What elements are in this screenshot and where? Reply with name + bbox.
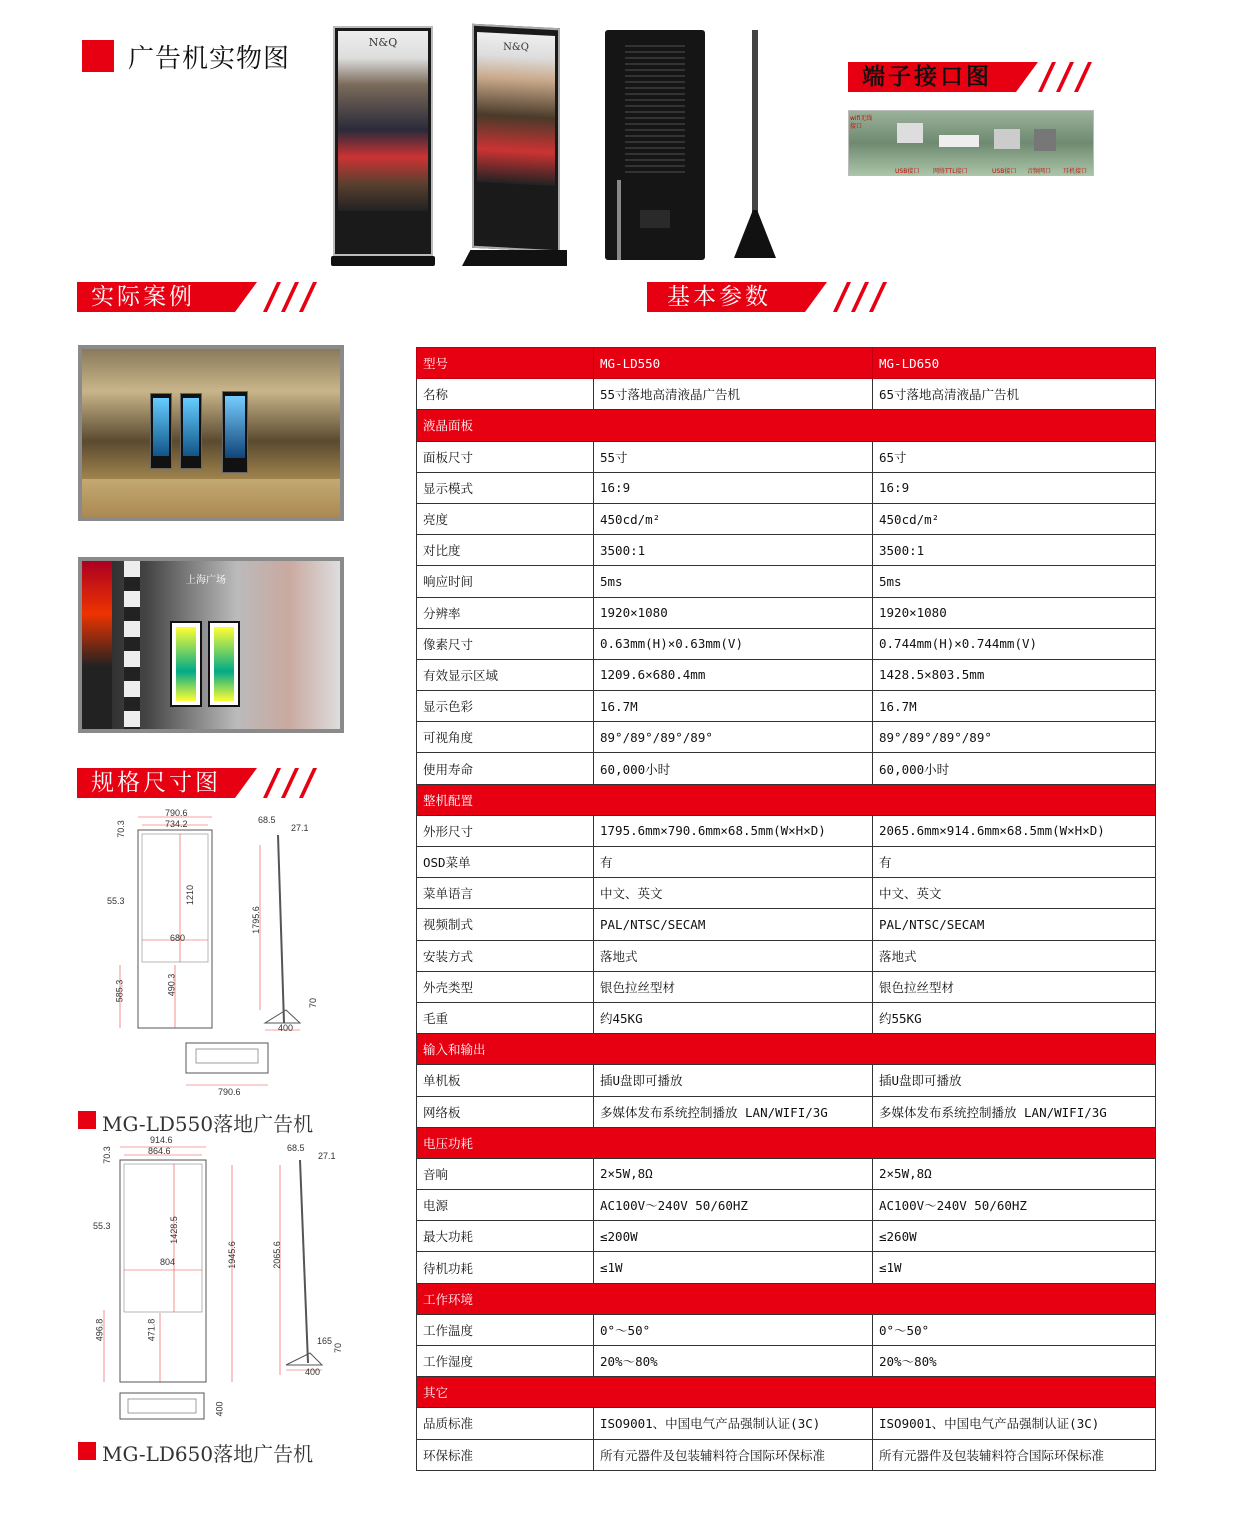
table-cell-value: 450cd/m² <box>594 503 873 534</box>
table-cell-value: 0.744mm(H)×0.744mm(V) <box>873 628 1156 659</box>
kiosk-back-view <box>605 30 705 260</box>
dim2-screen-w: 804 <box>160 1257 176 1267</box>
table-cell-value: 5ms <box>873 566 1156 597</box>
table-cell-value: 2×5W,8Ω <box>873 1158 1156 1189</box>
table-row <box>417 566 1156 597</box>
table-cell-value: 多媒体发布系统控制播放 LAN/WIFI/3G <box>594 1096 873 1127</box>
dimension-diagram-ld550 <box>100 805 340 1105</box>
table-cell-param: 外形尺寸 <box>417 815 594 846</box>
table-row <box>417 503 1156 534</box>
table-row <box>417 597 1156 628</box>
table-cell-param: 分辨率 <box>417 597 594 628</box>
table-cell-value: 20%～80% <box>873 1346 1156 1377</box>
case-photo-mall-lobby <box>78 345 344 521</box>
table-cell-param: 显示模式 <box>417 472 594 503</box>
table-row <box>417 659 1156 690</box>
table-cell-value: 1920×1080 <box>594 597 873 628</box>
table-cell-value: 多媒体发布系统控制播放 LAN/WIFI/3G <box>873 1096 1156 1127</box>
table-cell-param: 响应时间 <box>417 566 594 597</box>
product-photos-title: 广告机实物图 <box>128 44 291 74</box>
table-cell-param: 对比度 <box>417 535 594 566</box>
table-cell-value: 450cd/m² <box>873 503 1156 534</box>
table-cell-value: 0°～50° <box>594 1314 873 1345</box>
table-cell-value: MG-LD650 <box>873 348 1156 379</box>
dim1-w1: 790.6 <box>165 808 188 818</box>
table-row <box>417 1252 1156 1283</box>
dim1-foot: 70 <box>308 997 319 1009</box>
table-row <box>417 1221 1156 1252</box>
dim2-top: 70.3 <box>101 1146 112 1164</box>
table-section-label: 输入和输出 <box>417 1034 1156 1065</box>
table-section-label: 电压功耗 <box>417 1127 1156 1158</box>
dim1-total-h: 1795.6 <box>250 906 261 934</box>
table-section-label: 工作环境 <box>417 1283 1156 1314</box>
params-title: 基本参数 <box>667 284 771 310</box>
table-cell-param: 显示色彩 <box>417 691 594 722</box>
model1-red-square <box>78 1111 96 1129</box>
table-row <box>417 441 1156 472</box>
dimensions-title: 规格尺寸图 <box>91 770 221 796</box>
table-cell-value: PAL/NTSC/SECAM <box>873 909 1156 940</box>
table-row <box>417 909 1156 940</box>
table-section-label: 液晶面板 <box>417 410 1156 441</box>
table-section-row <box>417 410 1156 441</box>
dim2-total-h1: 1945.6 <box>226 1241 237 1269</box>
table-cell-param: 品质标准 <box>417 1408 594 1439</box>
table-row <box>417 1408 1156 1439</box>
table-cell-param: 面板尺寸 <box>417 441 594 472</box>
table-row <box>417 722 1156 753</box>
terminal-title: 端子接口图 <box>862 64 992 90</box>
terminal-board-image <box>848 110 1094 176</box>
table-cell-param: 工作温度 <box>417 1314 594 1345</box>
table-cell-param: 型号 <box>417 348 594 379</box>
title-red-square <box>82 40 114 72</box>
terminal-label-ttl: 网络TTL接口 <box>933 168 968 175</box>
table-cell-param: 待机功耗 <box>417 1252 594 1283</box>
terminal-label-usb2: USB接口 <box>992 168 1017 175</box>
table-cell-param: 像素尺寸 <box>417 628 594 659</box>
dim2-d2: 27.1 <box>318 1151 336 1161</box>
table-cell-value: 65寸落地高清液晶广告机 <box>873 379 1156 410</box>
table-cell-value: 2×5W,8Ω <box>594 1158 873 1189</box>
table-row <box>417 971 1156 1002</box>
table-cell-value: 所有元器件及包装辅料符合国际环保标准 <box>873 1439 1156 1470</box>
table-row <box>417 878 1156 909</box>
table-cell-param: 工作湿度 <box>417 1346 594 1377</box>
table-cell-value: 有 <box>873 847 1156 878</box>
table-cell-value: 中文、英文 <box>594 878 873 909</box>
table-row <box>417 1439 1156 1470</box>
table-cell-value: 插U盘即可播放 <box>594 1065 873 1096</box>
table-cell-value: ISO9001、中国电气产品强制认证(3C) <box>594 1408 873 1439</box>
table-cell-value: ≤1W <box>594 1252 873 1283</box>
dim2-d1: 68.5 <box>287 1143 305 1153</box>
table-cell-param: 菜单语言 <box>417 878 594 909</box>
table-row <box>417 1314 1156 1345</box>
table-cell-value: 2065.6mm×914.6mm×68.5mm(W×H×D) <box>873 815 1156 846</box>
table-cell-param: 使用寿命 <box>417 753 594 784</box>
table-row <box>417 1346 1156 1377</box>
table-row <box>417 1002 1156 1033</box>
table-row <box>417 472 1156 503</box>
table-cell-value: 20%～80% <box>594 1346 873 1377</box>
dim1-top: 70.3 <box>115 820 126 838</box>
table-row <box>417 1065 1156 1096</box>
table-cell-value: 所有元器件及包装辅料符合国际环保标准 <box>594 1439 873 1470</box>
dimension-diagram-ld650 <box>90 1135 350 1435</box>
dim1-bottom-w: 790.6 <box>218 1087 241 1097</box>
table-row <box>417 628 1156 659</box>
spec-table <box>416 347 1156 1471</box>
terminal-label-wifi: wifi无线接口 <box>850 115 873 130</box>
table-cell-value: 1209.6×680.4mm <box>594 659 873 690</box>
table-row <box>417 1096 1156 1127</box>
table-cell-value: 3500:1 <box>873 535 1156 566</box>
table-cell-param: 环保标准 <box>417 1439 594 1470</box>
table-section-row <box>417 1377 1156 1408</box>
table-cell-value: 16:9 <box>873 472 1156 503</box>
dim1-w2: 734.2 <box>165 819 188 829</box>
table-cell-param: 视频制式 <box>417 909 594 940</box>
table-cell-value: 16.7M <box>873 691 1156 722</box>
table-cell-param: 有效显示区域 <box>417 659 594 690</box>
table-cell-value: 有 <box>594 847 873 878</box>
table-cell-value: 65寸 <box>873 441 1156 472</box>
dim2-foot1: 165 <box>317 1336 333 1346</box>
table-row <box>417 379 1156 410</box>
table-cell-value: AC100V～240V 50/60HZ <box>873 1190 1156 1221</box>
dim1-low1: 585.3 <box>114 979 125 1003</box>
table-section-row <box>417 1034 1156 1065</box>
model1-label: MG-LD550落地广告机 <box>102 1112 314 1136</box>
table-row <box>417 940 1156 971</box>
table-cell-value: 1920×1080 <box>873 597 1156 628</box>
table-cell-value: 3500:1 <box>594 535 873 566</box>
table-cell-param: 可视角度 <box>417 722 594 753</box>
dim2-h: 1428.5 <box>168 1216 179 1244</box>
table-cell-param: 外壳类型 <box>417 971 594 1002</box>
table-cell-value: 89°/89°/89°/89° <box>873 722 1156 753</box>
table-cell-param: 安装方式 <box>417 940 594 971</box>
dim2-base: 400 <box>305 1367 321 1377</box>
dim2-low2: 471.8 <box>146 1318 157 1342</box>
table-cell-value: 约55KG <box>873 1002 1156 1033</box>
table-cell-value: 0.63mm(H)×0.63mm(V) <box>594 628 873 659</box>
table-cell-value: 插U盘即可播放 <box>873 1065 1156 1096</box>
table-cell-value: AC100V～240V 50/60HZ <box>594 1190 873 1221</box>
table-cell-value: 约45KG <box>594 1002 873 1033</box>
model2-red-square <box>78 1442 96 1460</box>
table-cell-value: 0°～50° <box>873 1314 1156 1345</box>
dim2-foot2: 70 <box>333 1342 344 1354</box>
table-cell-param: 名称 <box>417 379 594 410</box>
table-cell-value: 1795.6mm×790.6mm×68.5mm(W×H×D) <box>594 815 873 846</box>
terminal-label-earphone: 耳机接口 <box>1063 168 1088 175</box>
table-cell-param: 单机板 <box>417 1065 594 1096</box>
case-photo-shopping-plaza <box>78 557 344 733</box>
table-cell-value: PAL/NTSC/SECAM <box>594 909 873 940</box>
dim2-w1: 914.6 <box>150 1135 173 1145</box>
table-cell-value: 60,000小时 <box>873 753 1156 784</box>
params-banner <box>647 282 887 312</box>
table-cell-value: 55寸落地高清液晶广告机 <box>594 379 873 410</box>
table-cell-param: 最大功耗 <box>417 1221 594 1252</box>
kiosk-angled-view <box>462 26 567 266</box>
table-section-label: 其它 <box>417 1377 1156 1408</box>
table-cell-value: ≤200W <box>594 1221 873 1252</box>
dim1-side: 55.3 <box>107 896 125 906</box>
dim1-d1: 68.5 <box>258 815 276 825</box>
table-cell-param: 电源 <box>417 1190 594 1221</box>
table-cell-param: 音响 <box>417 1158 594 1189</box>
dim2-low1: 496.8 <box>94 1318 105 1342</box>
table-row <box>417 1158 1156 1189</box>
table-cell-value: ≤1W <box>873 1252 1156 1283</box>
table-section-row <box>417 1283 1156 1314</box>
case-photo-sign: 上海广场 <box>186 575 226 586</box>
table-cell-value: 89°/89°/89°/89° <box>594 722 873 753</box>
model2-label: MG-LD650落地广告机 <box>102 1442 314 1466</box>
table-row <box>417 815 1156 846</box>
kiosk-brand-logo-2: N&Q <box>503 42 529 53</box>
table-row <box>417 691 1156 722</box>
table-cell-param: 亮度 <box>417 503 594 534</box>
table-cell-value: 5ms <box>594 566 873 597</box>
table-section-label: 整机配置 <box>417 784 1156 815</box>
table-section-row <box>417 1127 1156 1158</box>
dim2-w2: 864.6 <box>148 1146 171 1156</box>
table-cell-value: MG-LD550 <box>594 348 873 379</box>
table-cell-value: 1428.5×803.5mm <box>873 659 1156 690</box>
table-cell-value: ≤260W <box>873 1221 1156 1252</box>
terminal-label-audio: 音频网口 <box>1027 168 1052 175</box>
dim1-h: 1210 <box>185 884 196 906</box>
dim2-depth: 400 <box>214 1401 225 1417</box>
terminal-banner <box>848 62 1088 92</box>
kiosk-front-view <box>333 26 433 266</box>
table-cell-param: OSD菜单 <box>417 847 594 878</box>
table-cell-value: 银色拉丝型材 <box>594 971 873 1002</box>
table-cell-value: ISO9001、中国电气产品强制认证(3C) <box>873 1408 1156 1439</box>
table-cell-value: 银色拉丝型材 <box>873 971 1156 1002</box>
cases-title: 实际案例 <box>91 284 195 310</box>
table-cell-value: 55寸 <box>594 441 873 472</box>
table-cell-param: 毛重 <box>417 1002 594 1033</box>
table-cell-value: 中文、英文 <box>873 878 1156 909</box>
dim2-side: 55.3 <box>93 1221 111 1231</box>
dim1-low2: 490.3 <box>166 973 177 997</box>
table-section-row <box>417 784 1156 815</box>
dim2-total-h2: 2065.6 <box>271 1241 282 1269</box>
table-cell-value: 落地式 <box>594 940 873 971</box>
table-cell-value: 16.7M <box>594 691 873 722</box>
table-cell-value: 16:9 <box>594 472 873 503</box>
table-row <box>417 753 1156 784</box>
table-header-row <box>417 348 1156 379</box>
table-cell-param: 网络板 <box>417 1096 594 1127</box>
table-row <box>417 847 1156 878</box>
dim1-d2: 27.1 <box>291 823 309 833</box>
table-cell-value: 落地式 <box>873 940 1156 971</box>
table-row <box>417 535 1156 566</box>
kiosk-side-view <box>730 30 780 260</box>
dim1-base: 400 <box>278 1023 294 1033</box>
table-row <box>417 1190 1156 1221</box>
dimensions-banner <box>77 768 317 798</box>
terminal-label-usb1: USB接口 <box>895 168 920 175</box>
table-cell-value: 60,000小时 <box>594 753 873 784</box>
cases-banner <box>77 282 317 312</box>
dim1-screen-w: 680 <box>170 933 186 943</box>
kiosk-brand-logo: N&Q <box>368 36 398 49</box>
